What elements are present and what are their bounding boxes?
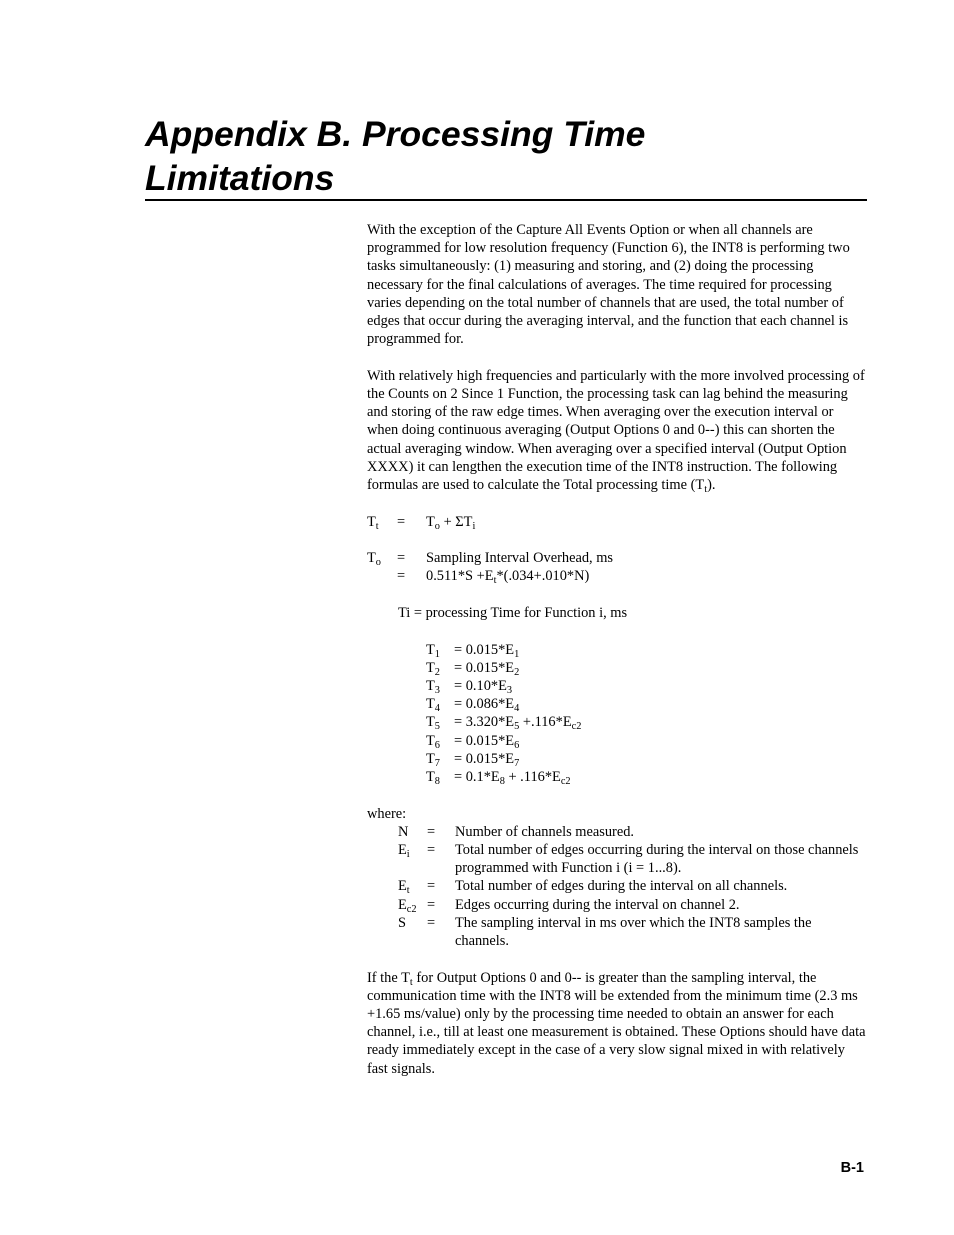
eq-overhead-formula: $0.511*S +E_t*(.034+.010*N)$ [426, 568, 590, 587]
function-time-row [426, 768, 867, 786]
para2-sub: t [704, 484, 708, 496]
function-time-formula: = $0.10*E_3$ [454, 678, 513, 697]
function-time-formula: = $0.015*E_7$ [454, 750, 520, 769]
where-row [398, 914, 867, 950]
where-description: Number of channels measured. [455, 823, 635, 840]
function-time-label: $T_3$ [426, 678, 440, 697]
function-time-formula: = $0.1*E_8 + .116*E_{c2}$ [454, 769, 571, 788]
eq-total-rhs: $T_o + \Sigma T_i$ [426, 513, 476, 532]
function-time-row [426, 750, 867, 768]
where-label: where: [367, 805, 407, 822]
ti-definition: Ti = processing Time for Function i, ms [398, 605, 628, 622]
where-equals: = [427, 896, 436, 913]
function-time-row [426, 695, 867, 713]
para2-end: ). [707, 477, 716, 494]
title-rule [145, 199, 867, 201]
overhead-equation [367, 549, 867, 585]
where-definitions [367, 823, 867, 950]
function-time-formula: = $0.015*E_1$ [454, 641, 520, 660]
function-time-formula: = $0.015*E_6$ [454, 732, 520, 751]
eq-overhead-desc: Sampling Interval Overhead, ms [426, 550, 614, 567]
where-row [398, 823, 867, 841]
function-time-row [426, 713, 867, 731]
where-description: Total number of edges occurring during the interval on those channels programmed with Function i (i = 1...8). [455, 842, 859, 877]
function-time-label: $T_2$ [426, 659, 440, 678]
where-equals: = [427, 842, 436, 859]
title-line-2: Limitations [145, 158, 335, 198]
total-time-equation [367, 513, 867, 531]
page-number: B-1 [840, 1160, 864, 1176]
function-time-row [426, 659, 867, 677]
function-time-row [426, 677, 867, 695]
function-time-label: $T_7$ [426, 750, 440, 769]
eq-total-op: = [397, 513, 406, 530]
where-symbol: S [398, 914, 407, 931]
where-row [398, 841, 867, 877]
eq-overhead-lhs: $T_o$ [367, 550, 381, 569]
function-time-formula: = $0.086*E_4$ [454, 696, 520, 715]
where-description: Total number of edges during the interval on all channels. [455, 878, 788, 895]
where-row [398, 896, 867, 914]
where-symbol: N [398, 823, 409, 840]
page-title [145, 112, 875, 200]
where-equals: = [427, 878, 436, 895]
formula-intro-paragraph [367, 367, 867, 494]
where-symbol: $E_{c2}$ [398, 896, 417, 915]
function-time-label: $T_1$ [426, 641, 440, 660]
function-time-list [426, 641, 867, 787]
where-symbol: $E_i$ [398, 842, 410, 861]
intro-paragraph: With the exception of the Capture All Events Option or when all channels are programmed for low resolution frequency (Function 6), the INT8 is performing two tasks simultaneously: (1) measuring and storing, and (2) doing the processing necessary for the final calculations of averages. The time required for processing varies depending on the total number of channels that are used, the total number of edges that occur during the averaging interval, and the function that each channel is programmed for. [367, 222, 850, 348]
eq-total-lhs: $T_t$ [367, 513, 379, 532]
eq-overhead-op: = [397, 550, 406, 567]
function-time-label: $T_6$ [426, 732, 440, 751]
function-time-label: $T_4$ [426, 696, 440, 715]
function-time-formula: = $3.320*E_5 +.116*E_{c2}$ [454, 714, 582, 733]
para2-text: With relatively high frequencies and particularly with the more involved processing of the Counts on 2 Since 1 Function, the processing task can lag behind the measuring and storing of the raw edge times. When averaging over the execution interval or when doing continuous averaging (Output Options 0 and 0--) this can shorten the actual averaging window. When averaging over a specified interval (Output Option XXXX) it can lengthen the execution time of the INT8 instruction. The following formulas are used to calculate the Total processing time (T [367, 367, 865, 494]
function-time-formula: = $0.015*E_2$ [454, 659, 520, 678]
eq-overhead-op2: = [397, 568, 406, 585]
where-row [398, 877, 867, 895]
where-symbol: $E_t$ [398, 878, 410, 897]
body-text [367, 221, 867, 1096]
final-paragraph: If the $T_t$ for Output Options 0 and 0-- is greater than the sampling interval, the communication time with the INT8 will be extended from the minimum time (2.3 ms +1.65 ms/value) only by the processing time needed to obtain an answer for each channel, i.e., till at least one measurement is obtained. These Options should have data ready immediately except in the case of a very slow signal mixed in with relatively fast signals. [367, 969, 866, 1077]
function-time-label: $T_5$ [426, 714, 440, 733]
where-equals: = [427, 914, 436, 931]
title-line-1: Appendix B. Processing Time [145, 114, 646, 154]
where-equals: = [427, 823, 436, 840]
function-time-row [426, 641, 867, 659]
where-description: The sampling interval in ms over which the INT8 samples the channels. [455, 914, 812, 950]
function-time-row [426, 732, 867, 750]
where-description: Edges occurring during the interval on channel 2. [455, 896, 740, 913]
function-time-label: $T_8$ [426, 769, 440, 788]
